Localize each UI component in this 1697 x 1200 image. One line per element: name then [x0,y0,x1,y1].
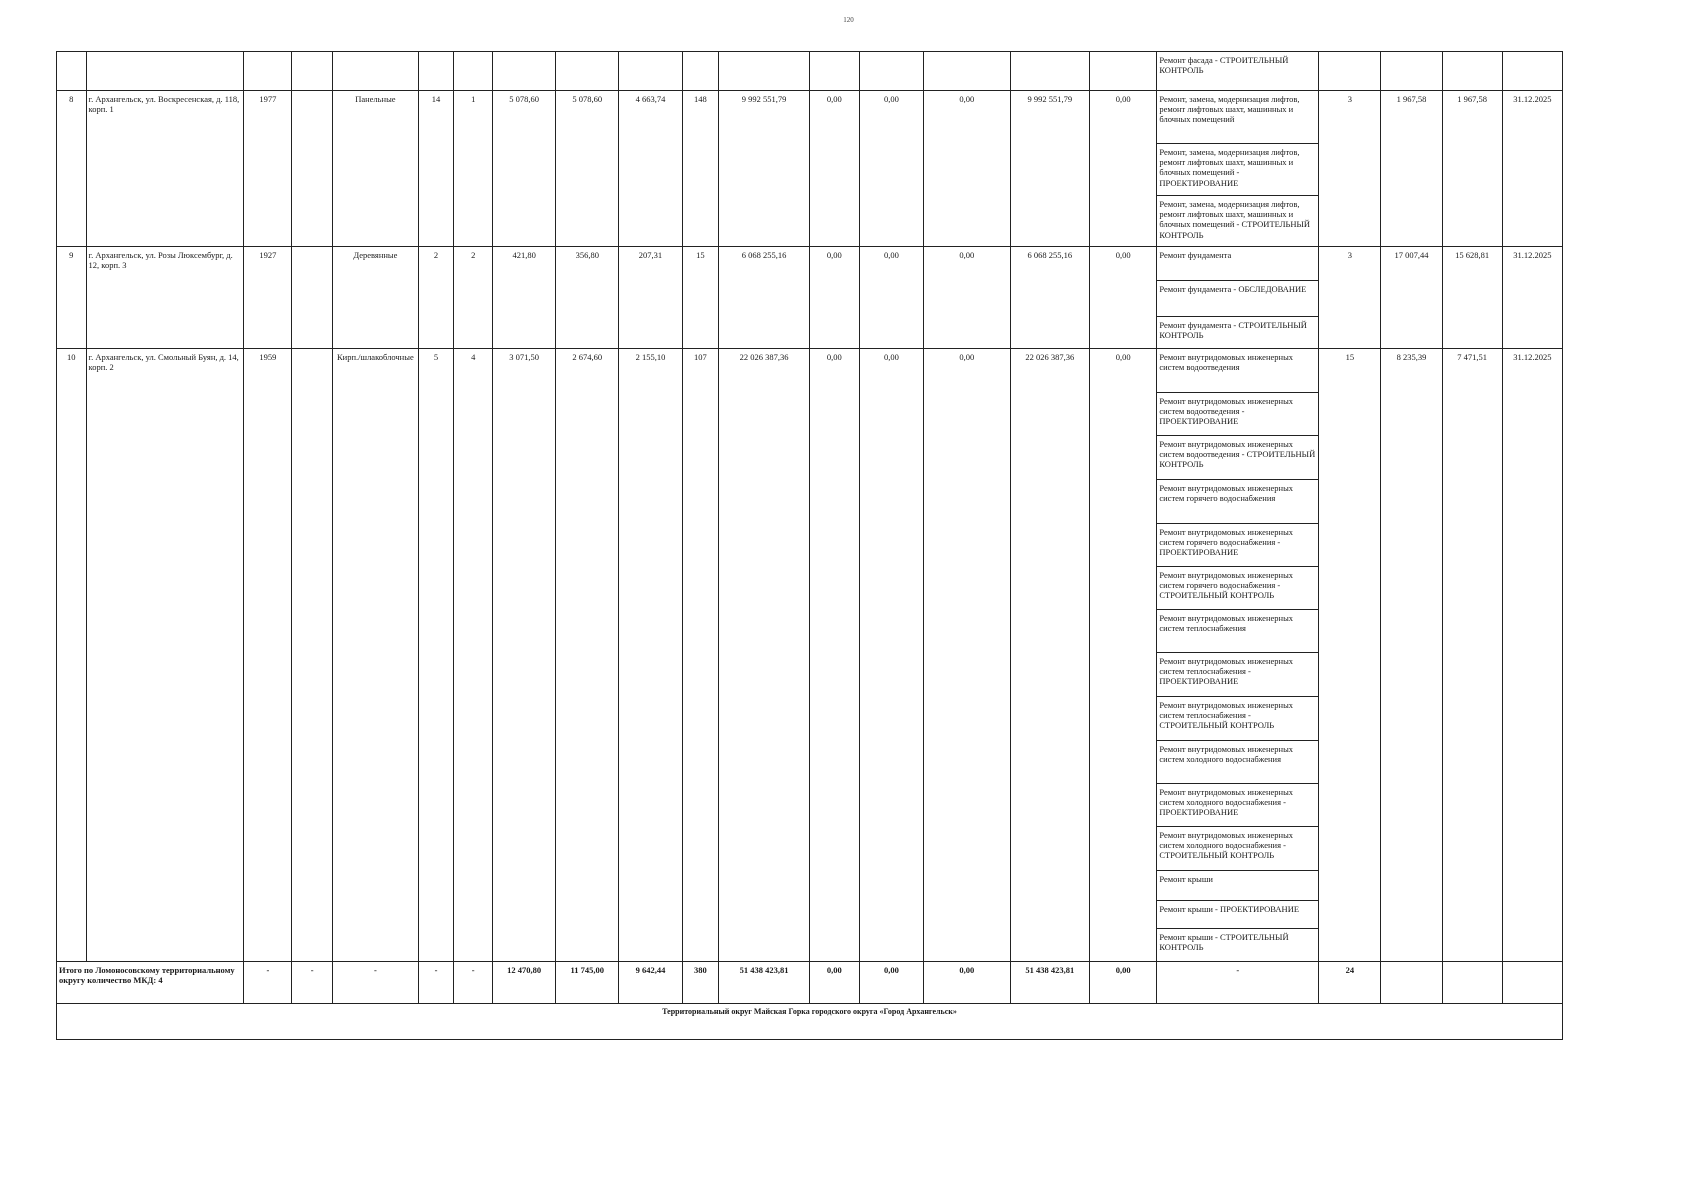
table-cell-empty [493,52,556,91]
deadline: 31.12.2025 [1502,349,1562,962]
house-fund-fed: 0,00 [809,349,859,962]
table-cell-empty [292,52,333,91]
district-row [57,1004,1563,1040]
table-cell-empty [244,52,292,91]
total-fund-mun: 0,00 [924,962,1011,1004]
house-fund-mun: 0,00 [924,349,1011,962]
table-cell-empty [1502,52,1562,91]
house-fund-other: 0,00 [1090,91,1157,247]
work-item: Ремонт фундамента - СТРОИТЕЛЬНЫЙ КОНТРОЛЬ [1157,317,1319,349]
house-year: 1959 [244,349,292,962]
works-count: 3 [1319,247,1381,349]
house-cost-total: 9 992 551,79 [719,91,810,247]
total-area-total: 12 470,80 [493,962,556,1004]
work-item: Ремонт внутридомовых инженерных систем водоотведения - ПРОЕКТИРОВАНИЕ [1157,393,1319,436]
house-area-total: 3 071,50 [493,349,556,962]
house-fund-reg: 0,00 [859,247,923,349]
table-cell-empty [682,52,719,91]
table-cell-empty [1010,52,1089,91]
house-area-total: 421,80 [493,247,556,349]
house-wall: Деревянные [333,247,419,349]
total-dash: - [418,962,454,1004]
house-cost-total: 22 026 387,36 [719,349,810,962]
work-item: Ремонт внутридомовых инженерных систем горячего водоснабжения - СТРОИТЕЛЬНЫЙ КОНТРОЛЬ [1157,567,1319,610]
total-dash: - [454,962,493,1004]
page-number: 120 [843,16,854,24]
work-item: Ремонт, замена, модернизация лифтов, ремонт лифтовых шахт, машинных и блочных помещений - ПРОЕКТИРОВАНИЕ [1157,144,1319,196]
house-number: 10 [57,349,87,962]
house-fund-fed: 0,00 [809,247,859,349]
table-cell-empty [809,52,859,91]
cost-per-m2: 8 235,39 [1381,349,1442,962]
house-fund-owners: 22 026 387,36 [1010,349,1089,962]
table-cell-empty [292,91,333,247]
table-cell-empty [292,349,333,962]
work-item: Ремонт фундамента [1157,247,1319,281]
table-cell-empty [454,52,493,91]
house-cost-total: 6 068 255,16 [719,247,810,349]
total-dash: - [1157,962,1319,1004]
cost-per-m2: 17 007,44 [1381,247,1442,349]
table-row [57,247,1563,281]
house-residents: 148 [682,91,719,247]
total-fund-fed: 0,00 [809,962,859,1004]
cost-limit: 1 967,58 [1442,91,1502,247]
house-fund-mun: 0,00 [924,247,1011,349]
house-wall: Панельные [333,91,419,247]
house-address: г. Архангельск, ул. Воскресенская, д. 118, корп. 1 [86,91,244,247]
house-area-common: 2 674,60 [556,349,619,962]
house-floors: 2 [418,247,454,349]
house-fund-fed: 0,00 [809,91,859,247]
table-cell-empty [292,247,333,349]
work-item: Ремонт крыши - СТРОИТЕЛЬНЫЙ КОНТРОЛЬ [1157,929,1319,962]
total-cost-total: 51 438 423,81 [719,962,810,1004]
house-year: 1977 [244,91,292,247]
total-dash: - [333,962,419,1004]
total-row [57,962,1563,1004]
table-cell-empty [86,52,244,91]
work-item: Ремонт внутридомовых инженерных систем теплоснабжения [1157,610,1319,653]
house-number: 8 [57,91,87,247]
work-item: Ремонт крыши [1157,871,1319,901]
total-fund-reg: 0,00 [859,962,923,1004]
house-floors: 14 [418,91,454,247]
total-works-count: 24 [1319,962,1381,1004]
total-fund-other: 0,00 [1090,962,1157,1004]
work-item: Ремонт внутридомовых инженерных систем водоотведения - СТРОИТЕЛЬНЫЙ КОНТРОЛЬ [1157,436,1319,480]
table-row [57,91,1563,144]
cost-limit: 7 471,51 [1442,349,1502,962]
house-fund-other: 0,00 [1090,349,1157,962]
table-cell-empty [1090,52,1157,91]
work-item: Ремонт внутридомовых инженерных систем холодного водоснабжения [1157,741,1319,784]
house-entrances: 2 [454,247,493,349]
house-area-living: 207,31 [619,247,682,349]
work-item: Ремонт внутридомовых инженерных систем теплоснабжения - ПРОЕКТИРОВАНИЕ [1157,653,1319,697]
table-cell-empty [333,52,419,91]
deadline: 31.12.2025 [1502,247,1562,349]
work-item: Ремонт внутридомовых инженерных систем горячего водоснабжения - ПРОЕКТИРОВАНИЕ [1157,524,1319,567]
house-wall: Кирп./шлакоблочные [333,349,419,962]
work-item: Ремонт внутридомовых инженерных систем теплоснабжения - СТРОИТЕЛЬНЫЙ КОНТРОЛЬ [1157,697,1319,741]
work-item: Ремонт крыши - ПРОЕКТИРОВАНИЕ [1157,901,1319,929]
works-count: 15 [1319,349,1381,962]
house-floors: 5 [418,349,454,962]
works-count: 3 [1319,91,1381,247]
table-cell-empty [1319,52,1381,91]
table-cell-empty [57,52,87,91]
house-number: 9 [57,247,87,349]
table-row-continuation [57,52,1563,91]
work-item: Ремонт внутридомовых инженерных систем водоотведения [1157,349,1319,393]
table-row [57,349,1563,393]
work-item: Ремонт, замена, модернизация лифтов, ремонт лифтовых шахт, машинных и блочных помещений [1157,91,1319,144]
cost-limit: 15 628,81 [1442,247,1502,349]
table-cell-empty [1502,962,1562,1004]
total-area-living: 9 642,44 [619,962,682,1004]
table-cell-empty [1442,52,1502,91]
deadline: 31.12.2025 [1502,91,1562,247]
house-residents: 107 [682,349,719,962]
total-dash: - [244,962,292,1004]
house-fund-mun: 0,00 [924,91,1011,247]
work-item: Ремонт внутридомовых инженерных систем холодного водоснабжения - СТРОИТЕЛЬНЫЙ КОНТРОЛЬ [1157,827,1319,871]
cost-per-m2: 1 967,58 [1381,91,1442,247]
table-cell-empty [1381,52,1442,91]
table-cell-empty [556,52,619,91]
work-item: Ремонт фасада - СТРОИТЕЛЬНЫЙ КОНТРОЛЬ [1157,52,1319,91]
work-item: Ремонт, замена, модернизация лифтов, ремонт лифтовых шахт, машинных и блочных помещений - СТРОИТЕЛЬНЫЙ КОНТРОЛЬ [1157,196,1319,247]
house-area-total: 5 078,60 [493,91,556,247]
repair-register-table [56,51,1563,1040]
total-residents: 380 [682,962,719,1004]
house-address: г. Архангельск, ул. Смольный Буян, д. 14, корп. 2 [86,349,244,962]
house-fund-owners: 9 992 551,79 [1010,91,1089,247]
district-title: Территориальный округ Майская Горка городского округа «Город Архангельск» [57,1004,1563,1040]
house-fund-owners: 6 068 255,16 [1010,247,1089,349]
table-cell-empty [1442,962,1502,1004]
table-cell-empty [719,52,810,91]
house-residents: 15 [682,247,719,349]
total-fund-owners: 51 438 423,81 [1010,962,1089,1004]
house-address: г. Архангельск, ул. Розы Люксембург, д. 12, корп. 3 [86,247,244,349]
table-cell-empty [418,52,454,91]
table-cell-empty [1381,962,1442,1004]
house-area-common: 5 078,60 [556,91,619,247]
table-cell-empty [619,52,682,91]
house-fund-reg: 0,00 [859,349,923,962]
house-area-living: 2 155,10 [619,349,682,962]
house-area-living: 4 663,74 [619,91,682,247]
house-fund-other: 0,00 [1090,247,1157,349]
house-year: 1927 [244,247,292,349]
work-item: Ремонт внутридомовых инженерных систем холодного водоснабжения - ПРОЕКТИРОВАНИЕ [1157,784,1319,827]
house-entrances: 1 [454,91,493,247]
house-fund-reg: 0,00 [859,91,923,247]
work-item: Ремонт фундамента - ОБСЛЕДОВАНИЕ [1157,281,1319,317]
table-cell-empty [859,52,923,91]
table-cell-empty [924,52,1011,91]
total-dash: - [292,962,333,1004]
work-item: Ремонт внутридомовых инженерных систем горячего водоснабжения [1157,480,1319,524]
total-area-common: 11 745,00 [556,962,619,1004]
house-area-common: 356,80 [556,247,619,349]
total-label: Итого по Ломоносовскому территориальному округу количество МКД: 4 [57,962,244,1004]
house-entrances: 4 [454,349,493,962]
